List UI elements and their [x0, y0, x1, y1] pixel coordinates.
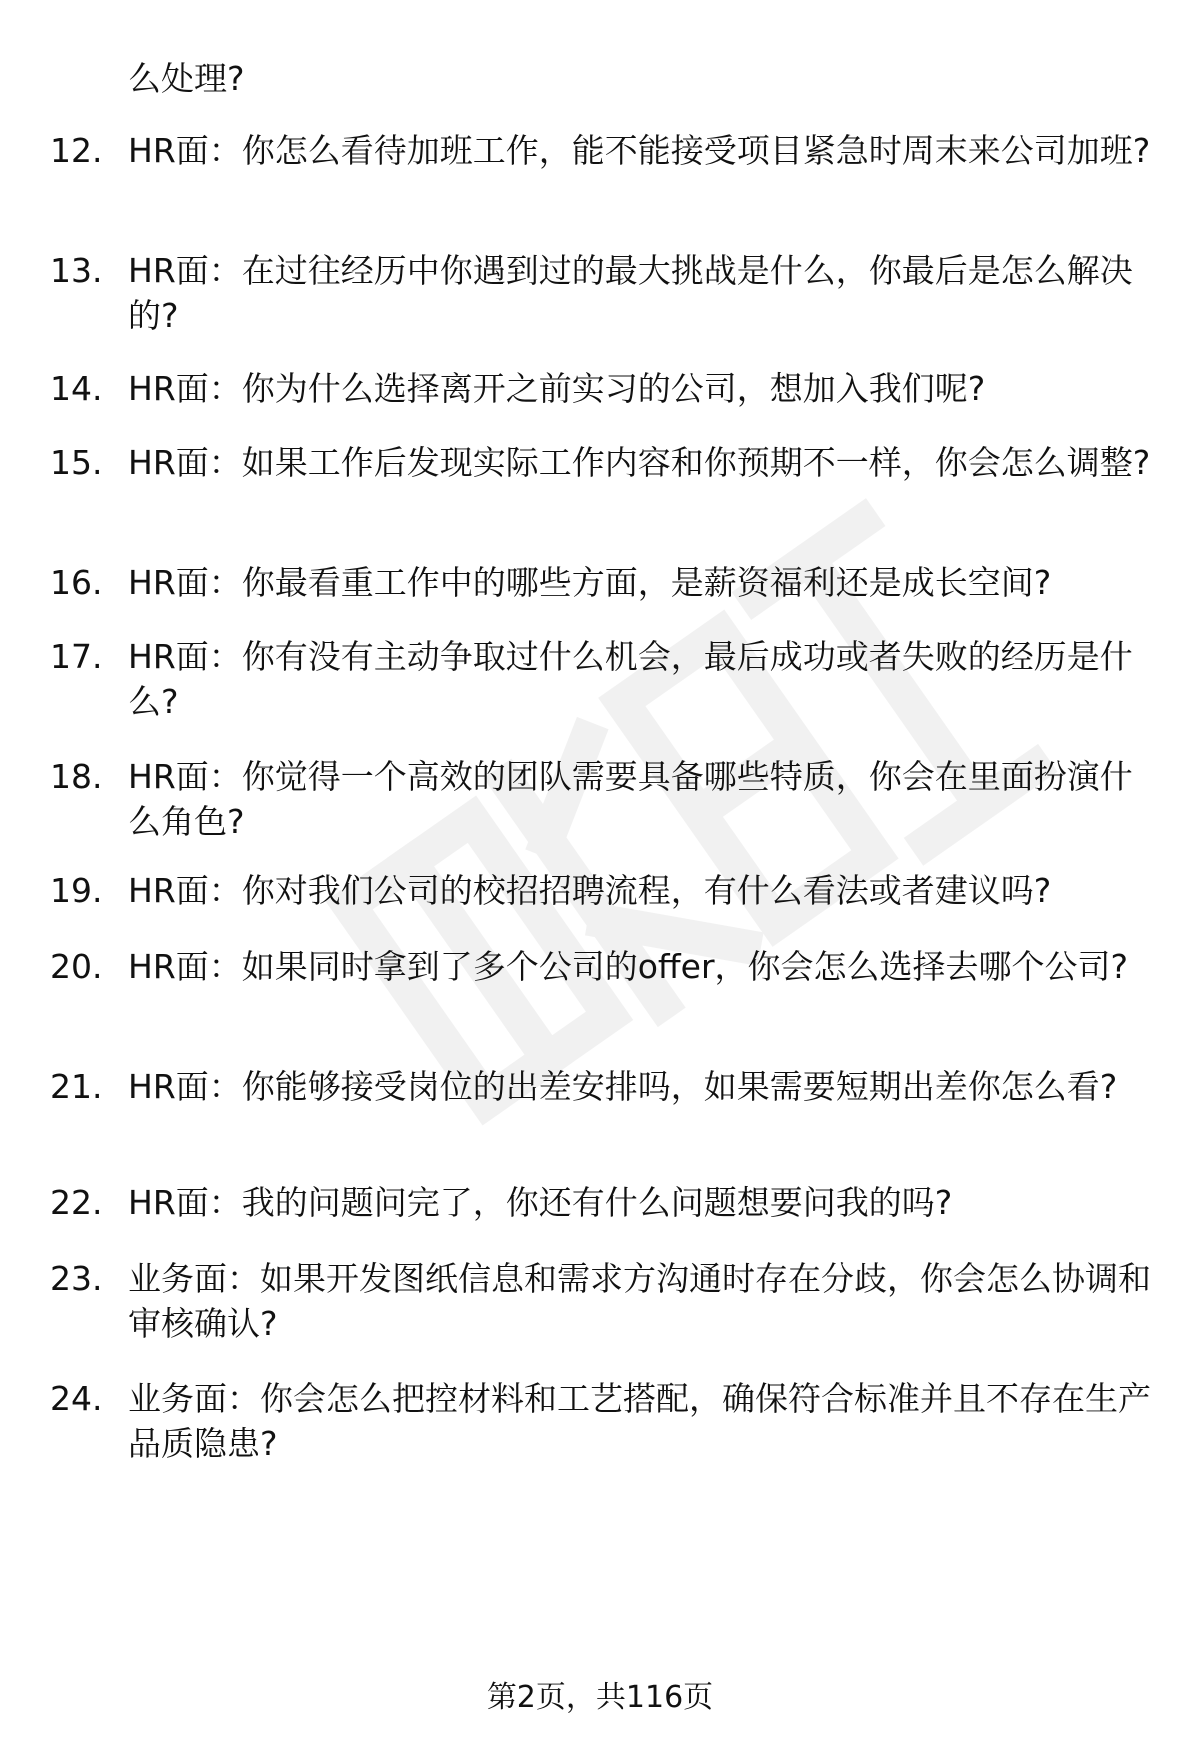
item-text: 业务面：你会怎么把控材料和工艺搭配，确保符合标准并且不存在生产品质隐患? — [128, 1379, 1151, 1463]
item-number: 20. — [50, 947, 103, 986]
item-number: 13. — [50, 251, 103, 290]
item-text: HR面：你最看重工作中的哪些方面，是薪资福利还是成长空间? — [128, 563, 1052, 602]
item-text: 么处理? — [128, 59, 245, 98]
item-text: HR面：你觉得一个高效的团队需要具备哪些特质，你会在里面扮演什么角色? — [128, 757, 1133, 841]
item-text: HR面：你对我们公司的校招招聘流程，有什么看法或者建议吗? — [128, 871, 1052, 910]
item-number: 17. — [50, 637, 103, 676]
item-text: HR面：你怎么看待加班工作，能不能接受项目紧急时周末来公司加班? — [128, 131, 1151, 170]
item-number: 19. — [50, 871, 103, 910]
page-number-label: 第2页，共116页 — [486, 1680, 714, 1715]
item-number: 21. — [50, 1067, 103, 1106]
item-text: HR面：我的问题问完了，你还有什么问题想要问我的吗? — [128, 1183, 953, 1222]
item-text: HR面：在过往经历中你遇到过的最大挑战是什么，你最后是怎么解决的? — [128, 251, 1133, 335]
item-number: 14. — [50, 369, 103, 408]
item-number: 18. — [50, 757, 103, 796]
item-text: HR面：如果工作后发现实际工作内容和你预期不一样，你会怎么调整? — [128, 443, 1151, 482]
item-number: 15. — [50, 443, 103, 482]
item-text: HR面：你为什么选择离开之前实习的公司，想加入我们呢? — [128, 369, 986, 408]
item-number: 24. — [50, 1379, 103, 1418]
item-number: 22. — [50, 1183, 103, 1222]
item-number: 16. — [50, 563, 103, 602]
item-text: HR面：如果同时拿到了多个公司的offer，你会怎么选择去哪个公司? — [128, 947, 1129, 986]
page-footer — [0, 1678, 1200, 1718]
item-number: 12. — [50, 131, 103, 170]
item-text: 业务面：如果开发图纸信息和需求方沟通时存在分歧，你会怎么协调和审核确认? — [128, 1259, 1151, 1343]
item-text: HR面：你能够接受岗位的出差安排吗，如果需要短期出差你怎么看? — [128, 1067, 1118, 1106]
item-text: HR面：你有没有主动争取过什么机会，最后成功或者失败的经历是什么? — [128, 637, 1133, 721]
item-number: 23. — [50, 1259, 103, 1298]
